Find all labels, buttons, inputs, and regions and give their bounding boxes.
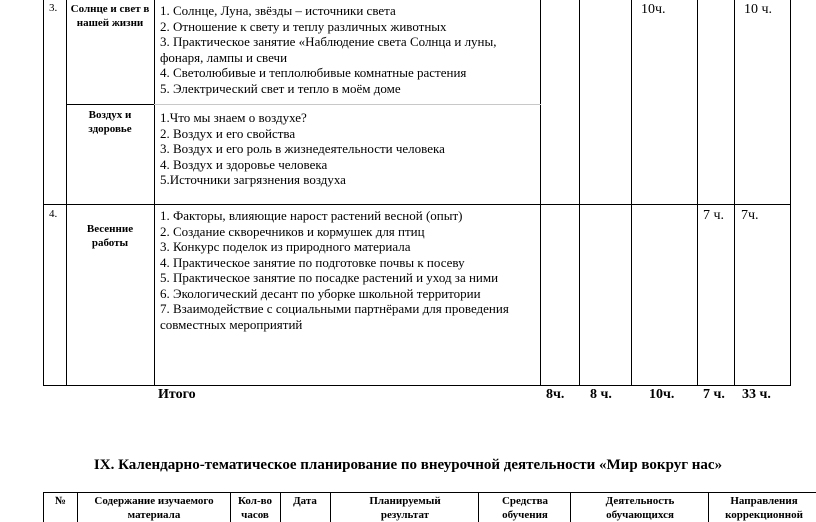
grid-line <box>330 492 331 522</box>
column-header: № <box>54 495 67 507</box>
grid-line <box>43 385 791 386</box>
list-item: фонаря, лампы и свечи <box>160 49 288 65</box>
hours-cell: 7ч. <box>741 208 759 223</box>
topic-items <box>160 3 497 96</box>
list-item: 4. Практическое занятие по подготовке почвы к посеву <box>160 254 465 270</box>
list-item: 5. Электрический свет и тепло в моём доме <box>160 80 401 96</box>
grid-line <box>43 0 44 386</box>
topic-title: Весенние работы <box>86 223 134 249</box>
list-item: 1. Факторы, влияющие нарост растений весной (опыт) <box>160 208 463 223</box>
column-header: Планируемый результат <box>369 495 441 521</box>
topic-items <box>160 110 445 188</box>
grid-line <box>43 492 816 493</box>
grid-line <box>154 104 541 105</box>
column-header: Дата <box>293 495 317 507</box>
list-item: 4. Светолюбивые и теплолюбивые комнатные растения <box>160 65 467 80</box>
list-item: 2. Создание скворечников и кормушек для птиц <box>160 223 425 239</box>
total-value: 8 ч. <box>590 387 612 402</box>
grid-line <box>734 0 735 386</box>
list-item: 1. Солнце, Луна, звёзды – источники света <box>160 3 396 18</box>
grid-line <box>697 0 698 386</box>
grid-line <box>478 492 479 522</box>
column-header: Деятельность обучающихся <box>605 495 675 521</box>
topic-items <box>160 208 509 332</box>
column-header: Направления коррекционной <box>725 495 803 521</box>
grid-line <box>708 492 709 522</box>
grid-line <box>540 0 541 386</box>
grid-line <box>66 104 155 105</box>
list-item: 6. Экологический десант по уборке школьной территории <box>160 285 481 301</box>
total-value: 8ч. <box>546 387 565 402</box>
row-number: 4. <box>49 208 58 220</box>
grid-line <box>790 0 791 386</box>
list-item: 4. Воздух и здоровье человека <box>160 156 328 172</box>
list-item: 5.Источники загрязнения воздуха <box>160 172 346 187</box>
total-value: 33 ч. <box>742 387 771 402</box>
grid-line <box>66 0 67 386</box>
row-number: 3. <box>49 2 58 14</box>
hours-cell: 10 ч. <box>744 2 773 17</box>
topic-title: Солнце и свет в нашей жизни <box>70 3 150 29</box>
list-item: 3. Конкурс поделок из природного материала <box>160 239 411 254</box>
list-item: 2. Воздух и его свойства <box>160 125 296 141</box>
column-header: Кол-во часов <box>238 495 272 521</box>
grid-line <box>579 0 580 386</box>
list-item: 3. Практическое занятие «Наблюдение света Солнца и луны, <box>160 34 497 49</box>
total-label: Итого <box>158 387 196 402</box>
list-item: 7. Взаимодействие с социальными партнёрами для проведения <box>160 301 509 316</box>
list-item: 2. Отношение к свету и теплу различных животных <box>160 18 447 34</box>
column-header: Содержание изучаемого материала <box>94 495 214 521</box>
grid-line <box>43 204 791 205</box>
list-item: 1.Что мы знаем о воздухе? <box>160 110 307 125</box>
list-item: 5. Практическое занятие по посадке растений и уход за ними <box>160 270 499 285</box>
topic-title: Воздух и здоровье <box>88 109 132 135</box>
grid-line <box>631 0 632 386</box>
section-title: IX. Календарно-тематическое планирование по внеурочной деятельности «Мир вокруг нас» <box>93 457 723 473</box>
grid-line <box>154 0 155 386</box>
total-value: 10ч. <box>649 387 675 402</box>
list-item: 3. Воздух и его роль в жизнедеятельности человека <box>160 141 445 156</box>
total-value: 7 ч. <box>703 387 725 402</box>
hours-cell: 10ч. <box>641 2 666 17</box>
list-item: совместных мероприятий <box>160 316 303 332</box>
hours-cell: 7 ч. <box>703 208 725 223</box>
column-header: Средства обучения <box>501 495 549 521</box>
grid-line <box>570 492 571 522</box>
